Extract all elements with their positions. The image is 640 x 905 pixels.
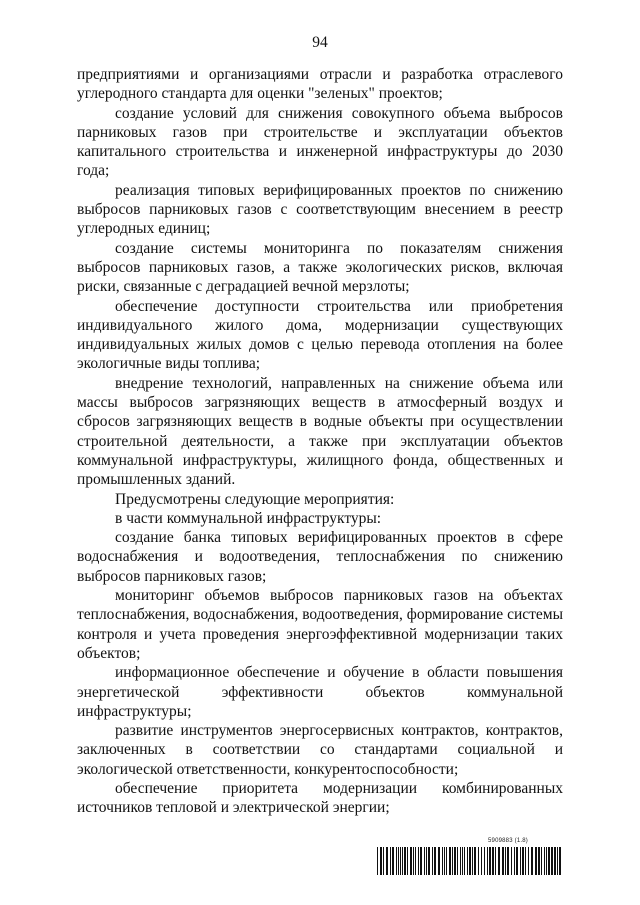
paragraph: Предусмотрены следующие мероприятия: [115,490,395,508]
document-code: 5909883 (1.8) [488,838,528,844]
document-body [77,65,563,818]
barcode-icon [376,847,564,875]
paragraph: внедрение технологий, направленных на снижение объема или массы выбросов загрязняющих веществ в атмосферный воздух и сбросов загрязняющих веществ в водные объекты при осуществлении строительной деятельности, а также при эксплуатации объектов коммунальной инфраструктуры, жилищного фонда, общественных и промышленных зданий. [77,374,563,489]
paragraph: предприятиями и организациями отрасли и разработка отраслевого углеродного стандарта для оценки "зеленых" проектов; [77,66,563,103]
paragraph: развитие инструментов энергосервисных контрактов, контрактов, заключенных в соответствии со стандартами социальной и экологической ответственности, конкурентоспособности; [77,722,563,778]
paragraph: мониторинг объемов выбросов парниковых газов на объектах теплоснабжения, водоснабжения, водоотведения, формирование системы контроля и учета проведения энергоэффективной модернизации таких объектов; [77,587,563,662]
paragraph: создание системы мониторинга по показателям снижения выбросов парниковых газов, а также экологических рисков, включая риски, связанные с деградацией вечной мерзлоты; [77,239,563,296]
paragraph: информационное обеспечение и обучение в области повышения энергетической эффективности объектов коммунальной инфраструктуры; [77,664,563,720]
paragraph: в части коммунальной инфраструктуры: [115,509,382,527]
paragraph: обеспечение доступности строительства или приобретения индивидуального жилого дома, модернизации существующих индивидуальных жилых домов с целью перевода отопления на более экологичные виды топлива; [77,297,563,373]
paragraph: создание банка типовых верифицированных проектов в сфере водоснабжения и водоотведения, теплоснабжения по снижению выбросов парниковых газов; [77,529,563,585]
paragraph: обеспечение приоритета модернизации комбинированных источников тепловой и электрической энергии; [77,779,563,817]
paragraph: реализация типовых верифицированных проектов по снижению выбросов парниковых газов с соответствующим внесением в реестр углеродных единиц; [77,181,563,238]
paragraph: создание условий для снижения совокупного объема выбросов парниковых газов при строительстве и эксплуатации объектов капитального строительства и инженерной инфраструктуры до 2030 года; [77,104,563,180]
page-number: 94 [312,34,328,51]
